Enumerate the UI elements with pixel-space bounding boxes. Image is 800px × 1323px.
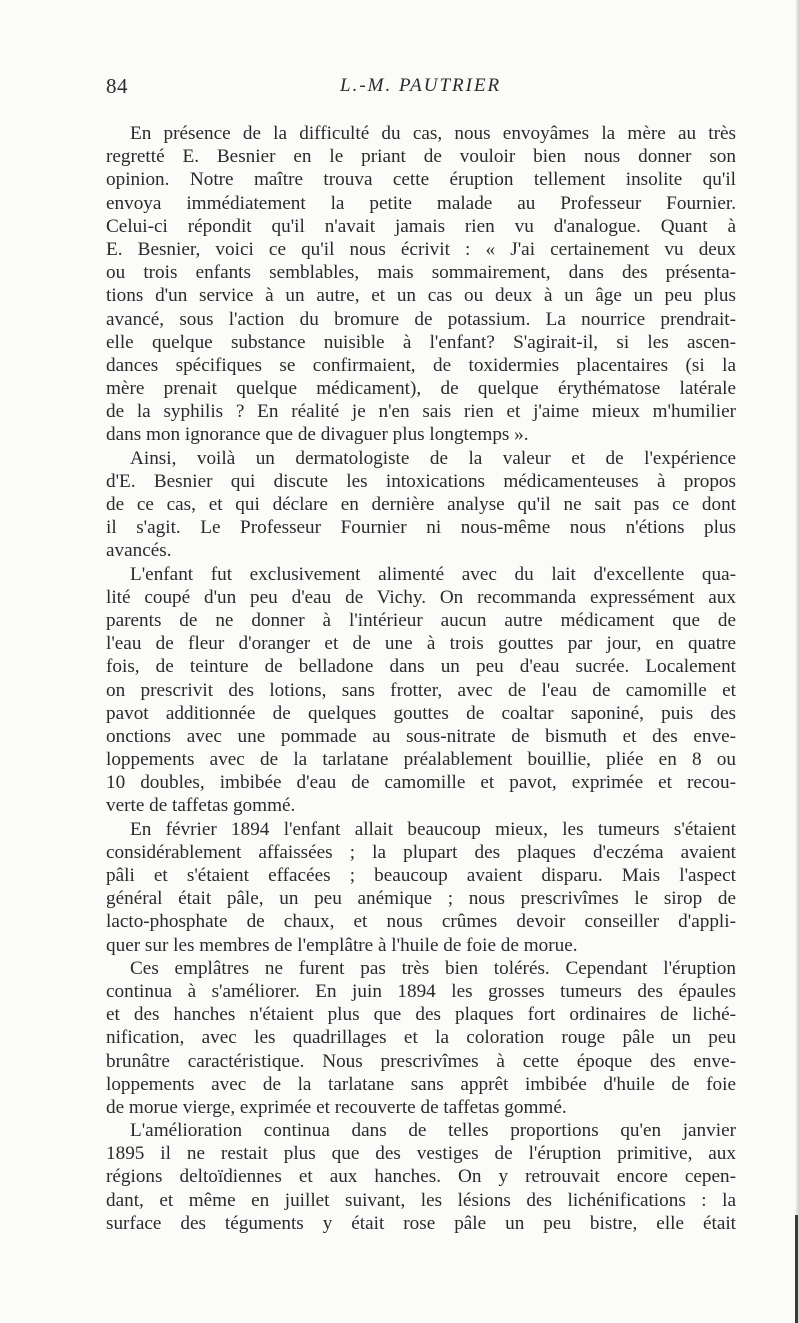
page-number: 84 — [106, 74, 128, 98]
text-line: lité coupé d'un peu d'eau de Vichy. On recommanda expressément aux — [106, 586, 736, 608]
text-line: fois, de teinture de belladone dans un peu d'eau sucrée. Localement — [106, 656, 736, 678]
text-line: L'amélioration continua dans de telles proportions qu'en janvier — [130, 1120, 736, 1142]
text-line: dans mon ignorance que de divaguer plus longtemps ». — [106, 424, 529, 446]
text-line: on prescrivit des lotions, sans frotter, avec de l'eau de camomille et — [106, 679, 736, 701]
text-line: de morue vierge, exprimée et recouverte de taffetas gommé. — [106, 1096, 567, 1118]
text-line: avancés. — [106, 540, 172, 562]
text-line: régions deltoïdiennes et aux hanches. On y retrouvait encore cepen- — [106, 1166, 736, 1188]
running-head — [106, 74, 736, 104]
text-line: parents de ne donner à l'intérieur aucun autre médicament que de — [106, 609, 736, 631]
text-line: d'E. Besnier qui discute les intoxications médicamenteuses à propos — [106, 470, 736, 492]
text-line: continua à s'améliorer. En juin 1894 les grosses tumeurs des épaules — [106, 980, 736, 1002]
text-line: quer sur les membres de l'emplâtre à l'huile de foie de morue. — [106, 934, 578, 956]
text-line: E. Besnier, voici ce qu'il nous écrivit : « J'ai certainement vu deux — [106, 238, 736, 260]
text-line: de la syphilis ? En réalité je n'en sais rien et j'aime mieux m'humilier — [106, 401, 736, 423]
text-line: Ces emplâtres ne furent pas très bien tolérés. Cependant l'éruption — [130, 957, 736, 979]
text-line: avancé, sous l'action du bromure de potassium. La nourrice prendrait- — [106, 308, 736, 330]
text-line: lacto-phosphate de chaux, et nous crûmes devoir conseiller d'appli- — [106, 911, 736, 933]
text-line: pavot additionnée de quelques gouttes de coaltar saponiné, puis des — [106, 702, 736, 724]
text-line: tions d'un service à un autre, et un cas ou deux à un âge un peu plus — [106, 285, 736, 307]
text-line: et des hanches n'étaient plus que des plaques fort ordinaires de liché- — [106, 1004, 736, 1026]
text-line: nification, avec les quadrillages et la coloration rouge pâle un peu — [106, 1027, 736, 1049]
text-line: brunâtre caractéristique. Nous prescrivîmes à cette époque des enve- — [106, 1050, 736, 1072]
text-line: il s'agit. Le Professeur Fournier ni nous-même nous n'étions plus — [106, 517, 736, 539]
text-line: l'eau de fleur d'oranger et de une à trois gouttes par jour, en quatre — [106, 633, 736, 655]
text-line: Ainsi, voilà un dermatologiste de la valeur et de l'expérience — [130, 447, 736, 469]
text-line: L'enfant fut exclusivement alimenté avec du lait d'excellente qua- — [130, 563, 736, 585]
text-line: verte de taffetas gommé. — [106, 795, 296, 817]
text-line: de ce cas, et qui déclare en dernière analyse qu'il ne sait pas ce dont — [106, 494, 736, 515]
text-line: opinion. Notre maître trouva cette éruption tellement insolite qu'il — [106, 169, 736, 191]
page-edge-shadow — [795, 1215, 798, 1323]
body-text — [106, 122, 736, 1235]
text-line: considérablement affaissées ; la plupart des plaques d'eczéma avaient — [106, 841, 736, 863]
text-line: loppements avec de la tarlatane sans apprêt imbibée d'huile de foie — [106, 1073, 736, 1095]
text-line: loppements avec de la tarlatane préalablement bouillie, pliée en 8 ou — [106, 749, 736, 771]
text-line: pâli et s'étaient effacées ; beaucoup avaient disparu. Mais l'aspect — [106, 865, 736, 886]
text-line: En février 1894 l'enfant allait beaucoup mieux, les tumeurs s'étaient — [130, 818, 736, 840]
text-line: Celui-ci répondit qu'il n'avait jamais rien vu d'analogue. Quant à — [106, 215, 736, 237]
text-line: mère prenait quelque médicament), de quelque érythématose latérale — [106, 378, 736, 400]
running-title: L.-M. PAUTRIER — [340, 75, 502, 96]
page-edge — [796, 0, 800, 1323]
text-line: ou trois enfants semblables, mais sommairement, dans des présenta- — [106, 262, 736, 284]
text-line: elle quelque substance nuisible à l'enfant? S'agirait-il, si les ascen- — [106, 331, 736, 353]
text-line: général était pâle, un peu anémique ; nous prescrivîmes le sirop de — [106, 888, 736, 910]
text-line: dant, et même en juillet suivant, les lésions des lichénifications : la — [106, 1189, 736, 1211]
text-line: 10 doubles, imbibée d'eau de camomille et pavot, exprimée et recou- — [106, 772, 736, 794]
text-line: dances spécifiques se confirmaient, de toxidermies placentaires (si la — [106, 354, 736, 376]
text-line: envoya immédiatement la petite malade au Professeur Fournier. — [106, 192, 736, 214]
text-line: En présence de la difficulté du cas, nous envoyâmes la mère au très — [130, 123, 736, 144]
text-line: 1895 il ne restait plus que des vestiges de l'éruption primitive, aux — [106, 1143, 736, 1165]
text-line: regretté E. Besnier en le priant de vouloir bien nous donner son — [106, 146, 736, 168]
text-line: surface des téguments y était rose pâle un peu bistre, elle était — [106, 1212, 736, 1234]
text-line: onctions avec une pommade au sous-nitrate de bismuth et des enve- — [106, 725, 736, 747]
